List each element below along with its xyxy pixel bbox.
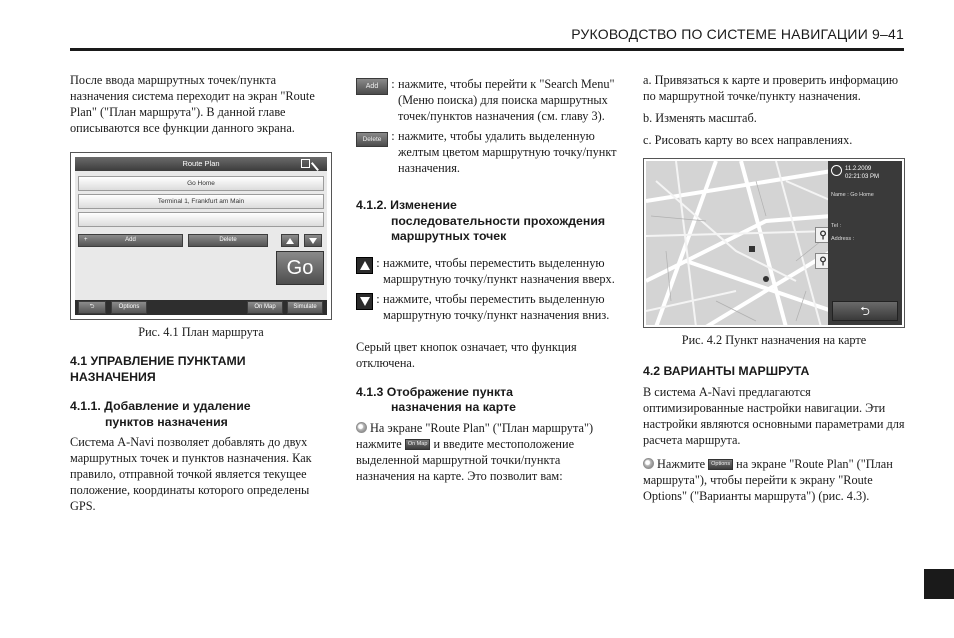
heading-4-1-2-rest: последовательности прохождения маршрутных точек: [391, 213, 606, 243]
panel-name: Name : Go Home: [831, 192, 874, 198]
map-roads: [646, 161, 832, 325]
heading-4-1-3-number: 4.1.3 Отображение пункта: [356, 384, 513, 399]
heading-4-2: 4.2 ВАРИАНТЫ МАРШРУТА: [643, 364, 810, 378]
panel-address: Address :: [831, 236, 855, 242]
column-1: [70, 72, 332, 514]
screen-move-down-button: [304, 234, 322, 247]
route-row-terminal: Terminal 1, Frankfurt am Main: [78, 194, 324, 209]
paragraph-4-1-1: Система A-Navi позволяет добавлять до двух маршрутных точек и пунктов назначения. Как правило, отправной точкой является текущее положение, координаты которого определены GPS.: [70, 435, 312, 513]
zoom-in-icon: ⚲: [815, 227, 831, 243]
panel-back-button: [832, 301, 898, 321]
back-arrow-icon: ⮌: [89, 304, 95, 310]
figure-route-plan: [70, 152, 332, 320]
screen-title: Route Plan: [182, 159, 220, 168]
screen-options-button: Options: [111, 301, 147, 314]
arrow-down-icon: [309, 238, 317, 244]
delete-legend-row: Delete : нажмите, чтобы удалить выделенную желтым цветом маршрутную точку/пункт назначения.: [356, 128, 618, 176]
column-2: [356, 76, 618, 484]
heading-4-1-1: [70, 399, 332, 430]
header-rule: [70, 48, 904, 51]
intro-paragraph: После ввода маршрутных точек/пункта назначения система переходит на экран "Route Plan" ("План маршрута"). В данной главе описываются все функции данного экрана.: [70, 73, 315, 135]
arrow-up-icon: [286, 238, 294, 244]
screen-title-bar: [75, 157, 327, 171]
move-up-icon: [356, 257, 373, 274]
screen-delete-button: Delete: [188, 234, 268, 247]
heading-4-1-3-rest: назначения на карте: [391, 400, 516, 414]
figure-destination-map: [643, 158, 905, 328]
title-bar-icons: [301, 159, 323, 169]
route-row-go-home: Go Home: [78, 176, 324, 191]
heading-4-1-3: [356, 385, 618, 416]
bullet-icon: [643, 458, 654, 469]
move-down-icon: [356, 293, 373, 310]
route-row-empty: [78, 212, 324, 227]
clock-icon: [831, 165, 842, 176]
panel-time: 02:21:03 PM: [845, 174, 880, 180]
down-legend-row: : нажмите, чтобы переместить выделенную маршрутную точку/пункт назначения вниз.: [356, 291, 618, 323]
paragraph-4-2-options: Нажмите Options на экране "Route Plan" ("План маршрута"), чтобы перейти к экрану "Route Options" ("Варианты маршрута") (рис. 4.3).: [643, 456, 893, 503]
save-icon: [301, 159, 310, 168]
figure-4-2-caption: Рис. 4.2 Пункт назначения на карте: [681, 333, 867, 347]
map-screen: [646, 161, 902, 325]
panel-date: 11.2.2009: [845, 166, 872, 172]
screen-bottom-bar: [75, 300, 327, 315]
figure-4-1-caption: Рис. 4.1 План маршрута: [138, 325, 264, 339]
zoom-out-icon: ⚲: [815, 253, 831, 269]
heading-4-1-1-rest: пунктов назначения: [105, 414, 228, 429]
page-header-title: РУКОВОДСТВО ПО СИСТЕМЕ НАВИГАЦИИ 9–41: [571, 26, 904, 42]
item-a: a. Привязаться к карте и проверить информацию по маршрутной точке/пункту назначения.: [643, 73, 899, 103]
on-map-button-icon: On Map: [405, 439, 431, 450]
item-c: c. Рисовать карту во всех направлениях.: [643, 133, 853, 147]
screen-back-button: [78, 301, 106, 314]
heading-4-1-2-number: 4.1.2. Изменение: [356, 198, 457, 212]
options-button-icon: Options: [708, 459, 733, 470]
screen-on-map-button: On Map: [247, 301, 283, 314]
column-3: [643, 72, 905, 504]
down-legend-text: нажмите, чтобы переместить выделенную маршрутную точку/пункт назначения вниз.: [383, 291, 610, 322]
screen-simulate-button: Simulate: [287, 301, 323, 314]
paragraph-4-2: В система A-Navi предлагаются оптимизированные настройки навигации. Эти настройки являются основными параметрами для расчета маршрута.: [643, 384, 905, 447]
screen-go-button: Go: [276, 251, 324, 285]
back-arrow-icon: ⮌: [860, 304, 870, 318]
plus-icon: +: [84, 237, 88, 243]
bullet-icon: [356, 422, 367, 433]
heading-4-1: 4.1 УПРАВЛЕНИЕ ПУНКТАМИ НАЗНАЧЕНИЯ: [70, 354, 246, 384]
page-edge-tab: [924, 569, 954, 599]
add-legend-text: нажмите, чтобы перейти к "Search Menu" (Меню поиска) для поиска маршрутных точек/пунктов назначения (см. главу 3).: [398, 77, 615, 123]
heading-4-1-1-number: 4.1.1. Добавление и удаление: [70, 399, 251, 413]
delete-legend-text: нажмите, чтобы удалить выделенную желтым цветом маршрутную точку/пункт назначения.: [398, 129, 617, 175]
panel-tel: Tel :: [831, 223, 842, 229]
tools-icon: [311, 157, 325, 171]
up-legend-row: : нажмите, чтобы переместить выделенную маршрутную точку/пункт назначения вверх.: [356, 255, 618, 287]
grey-buttons-note: Серый цвет кнопок означает, что функция отключена.: [356, 339, 577, 370]
screen-add-button: + Add: [78, 234, 183, 247]
delete-button-icon: Delete: [356, 132, 388, 147]
route-plan-screen: [75, 157, 327, 315]
paragraph-4-1-3: На экране "Route Plan" ("План маршрута") нажмите On Map и введите местоположение выделенной маршрутной точки/пункта назначения на карте. Это позволит вам:: [356, 420, 594, 483]
add-button-icon: Add: [356, 78, 388, 95]
item-b: b. Изменять масштаб.: [643, 111, 757, 125]
up-legend-text: нажмите, чтобы переместить выделенную маршрутную точку/пункт назначения вверх.: [383, 255, 615, 286]
add-legend-row: Add : нажмите, чтобы перейти к "Search Menu" (Меню поиска) для поиска маршрутных точек/пунктов назначения (см. главу 3).: [356, 76, 618, 124]
heading-4-1-2: [356, 198, 618, 245]
screen-move-up-button: [281, 234, 299, 247]
map-info-panel: [828, 161, 902, 325]
